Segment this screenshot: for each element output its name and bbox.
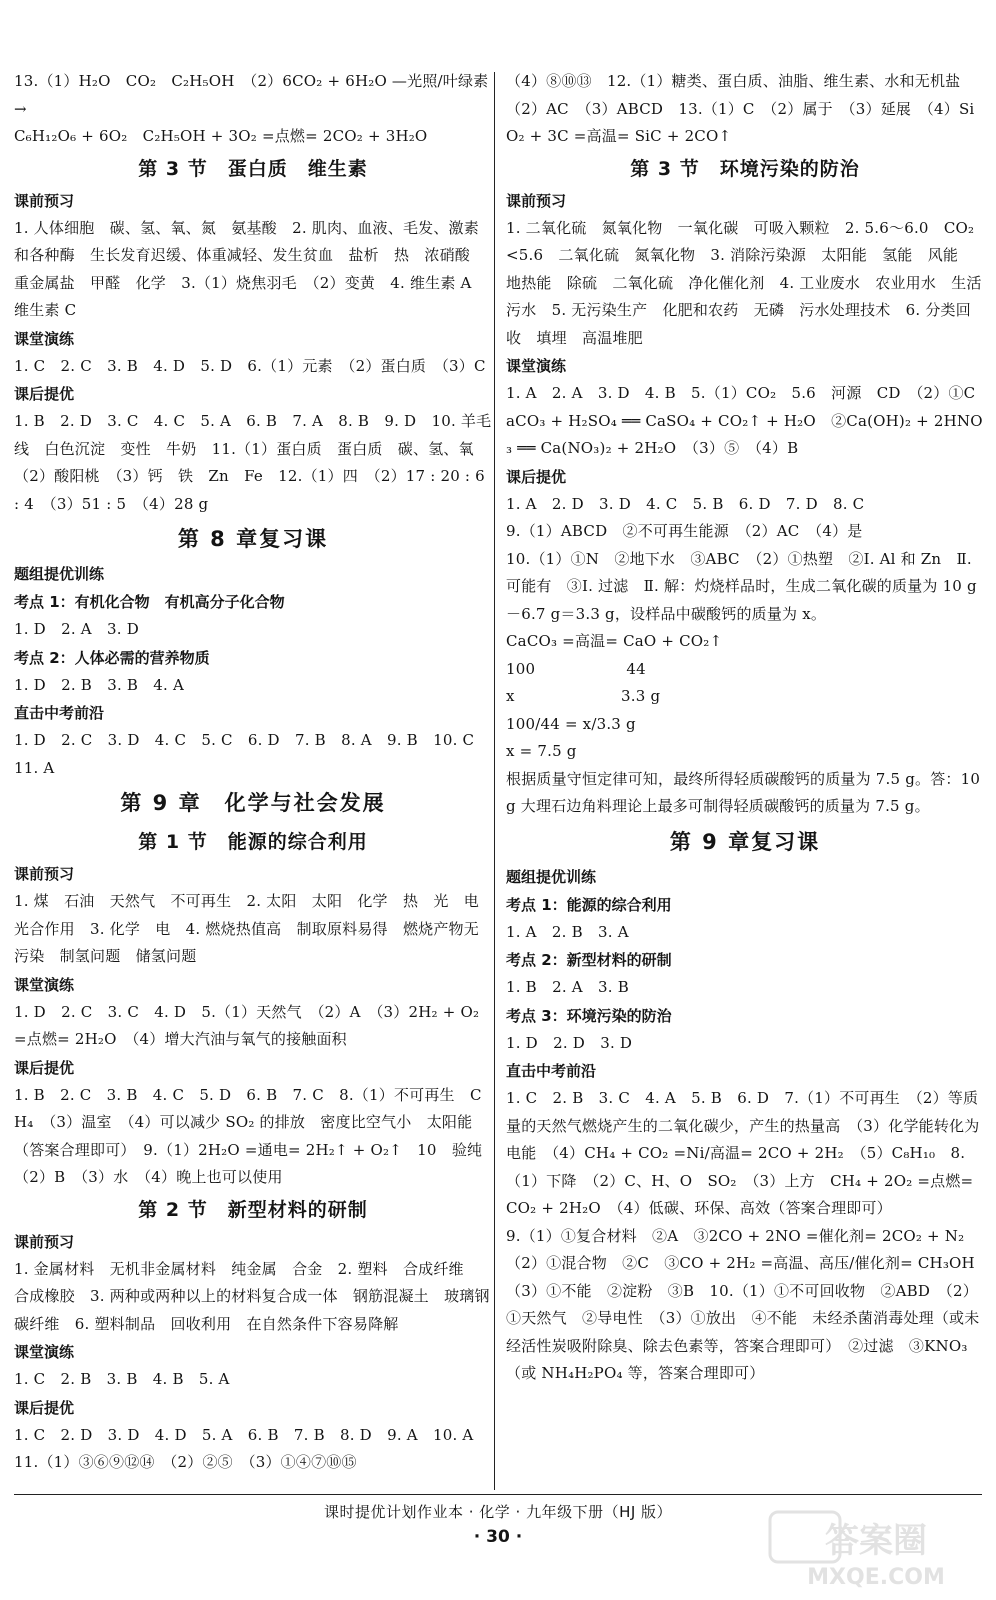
answer-line: x = 7.5 g xyxy=(506,742,577,760)
subsection-label: 考点 1：能源的综合利用 xyxy=(506,895,672,914)
subsection-label: 课堂演练 xyxy=(14,329,75,348)
watermark-url: MXQE.COM xyxy=(807,1565,945,1590)
chapter-title: 第 8 章复习课 xyxy=(177,527,329,551)
subsection-label: 课后提优 xyxy=(14,1058,75,1077)
answer-line: 根据质量守恒定律可知，最终所得轻质碳酸钙的质量为 7.5 g。答：10 g 大理石边角料理论上最多可制得轻质碳酸钙的质量为 7.5 g。 xyxy=(506,769,986,815)
left-column xyxy=(14,68,505,1477)
answer-line: 1. 煤 石油 天然气 不可再生 2. 太阳 太阳 化学 热 光 电 光合作用 3. 化学 电 4. 燃烧热值高 制取原料易得 燃烧产物无污染 制氢问题 储氢问题 xyxy=(14,892,495,965)
subsection-label: 课前预习 xyxy=(14,865,75,883)
subsection-label: 课堂演练 xyxy=(14,1343,75,1361)
watermark-logo xyxy=(768,1510,982,1590)
watermark-text: 答案圈 xyxy=(825,1521,927,1561)
answer-line: C₆H₁₂O₆ + 6O₂ C₂H₅OH + 3O₂ =点燃= 2CO₂ + 3H₂O xyxy=(14,127,428,145)
subsection-label: 课后提优 xyxy=(506,467,567,486)
answer-line: 1. 金属材料 无机非金属材料 纯金属 合金 2. 塑料 合成纤维 合成橡胶 3. 两种或两种以上的材料复合成一体 钢筋混凝土 玻璃钢 碳纤维 6. 塑料制品 回收利用 在自然条件下容易降解 xyxy=(14,1259,505,1333)
answer-line: 1. C 2. B 3. C 4. A 5. B 6. D 7.（1）不可再生 （2）等质量的天然气燃烧产生的二氧化碳少，产生的热量高 （3）化学能转化为电能 （4）CH₄ + CO₂ =Ni/高温= 2CO + 2H₂ （5）C₈H₁₀ 8.（1）下降 （2）C、H、O SO₂ （3）上方 CH₄ + 2O₂ =点燃= CO₂ + 2H₂O （4）低碳、环保、高效（答案合理即可） xyxy=(506,1089,980,1217)
answer-line: CaCO₃ =高温= CaO + CO₂↑ xyxy=(506,632,723,650)
subsection-label: 课堂演练 xyxy=(506,357,567,375)
subsection-label: 直击中考前沿 xyxy=(14,704,105,722)
column-divider xyxy=(494,72,495,1490)
section-title: 第 2 节 新型材料的研制 xyxy=(138,1198,368,1221)
footer-rule xyxy=(14,1494,982,1495)
section-title: 第 1 节 能源的综合利用 xyxy=(138,831,368,853)
answer-line: 10.（1）①N ②地下水 ③ABC （2）①热塑 ②Ⅰ. Al 和 Zn Ⅱ. 可能有 ③Ⅰ. 过滤 Ⅱ. 解：灼烧样品时，生成二氧化碳的质量为 10 g－6.7 g＝3.3 g，设样品中碳酸钙的质量为 x。 xyxy=(506,549,977,623)
section-title: 第 3 节 蛋白质 维生素 xyxy=(138,157,368,180)
answer-line: 100/44 = x/3.3 g xyxy=(506,714,636,733)
subsection-label: 课前预习 xyxy=(14,191,75,210)
answer-line: 1. B 2. C 3. B 4. C 5. D 6. B 7. C 8.（1）不可再生 CH₄ （3）温室 （4）可以减少 SO₂ 的排放 密度比空气小 太阳能（答案合理即可） 9.（1）2H₂O =通电= 2H₂↑ + O₂↑ 10 验纯 （2）B （3）水 （4）晚上也可以使用 xyxy=(14,1085,498,1186)
section-title: 第 3 节 环境污染的防治 xyxy=(630,157,860,180)
footer-book-title: 课时提优计划作业本 · 化学 · 九年级下册（HJ 版） xyxy=(323,1503,673,1521)
answer-line: 1. A 2. A 3. D 4. B 5.（1）CO₂ 5.6 河源 CD （2）①CaCO₃ + H₂SO₄ ══ CaSO₄ + CO₂↑ + H₂O ②Ca(OH)₂ + 2HNO₃ ══ Ca(NO₃)₂ + 2H₂O （3）⑤ （4）B xyxy=(506,384,983,457)
answer-line: 1. C 2. D 3. D 4. D 5. A 6. B 7. B 8. D 9. A 10. A 11.（1）③⑥⑨⑫⑭ （2）②⑤ （3）①④⑦⑩⑮ xyxy=(14,1425,489,1471)
subsection-label: 课前预习 xyxy=(14,1232,75,1251)
answer-line: 1. B 2. A 3. B xyxy=(506,978,629,996)
right-column xyxy=(506,68,991,1388)
subsection-label: 考点 2：新型材料的研制 xyxy=(506,951,672,969)
subsection-label: 课后提优 xyxy=(14,1398,75,1417)
answer-line: 9.（1）①复合材料 ②A ③2CO + 2NO =催化剂= 2CO₂ + N₂ （2）①混合物 ②C ③CO + 2H₂ =高温、高压/催化剂= CH₃OH （3）①不能 ②淀粉 ③B 10.（1）①不可回收物 ②ABD （2）①天然气 ②导电性 （3）①放出 ④不能 未经杀菌消毒处理（或未经活性炭吸附除臭、除去色素等，答案合理即可） ②过滤 ③KNO₃（或 NH₄H₂PO₄ 等，答案合理即可） xyxy=(506,1226,991,1382)
subsection-label: 课前预习 xyxy=(506,191,567,210)
answer-line: 1. C 2. C 3. B 4. D 5. D 6.（1）元素 （2）蛋白质 （3）C xyxy=(14,356,486,375)
chapter-title: 第 9 章 化学与社会发展 xyxy=(120,791,386,815)
subsection-label: 题组提优训练 xyxy=(14,565,105,583)
answer-line: 1. D 2. A 3. D xyxy=(14,620,139,638)
answer-line: x 3.3 g xyxy=(506,687,661,705)
page-number: · 30 · xyxy=(473,1527,523,1547)
subsection-label: 考点 3：环境污染的防治 xyxy=(506,1006,672,1025)
answer-line: 100 44 xyxy=(506,659,646,678)
answer-line: 1. D 2. C 3. C 4. D 5.（1）天然气 （2）A （3）2H₂ + O₂ =点燃= 2H₂O （4）增大汽油与氧气的接触面积 xyxy=(14,1002,485,1048)
answer-line: 1. A 2. B 3. A xyxy=(506,922,629,941)
answer-line: 1. D 2. D 3. D xyxy=(506,1033,633,1052)
subsection-label: 题组提优训练 xyxy=(506,867,597,886)
answer-line: 1. B 2. D 3. C 4. C 5. A 6. B 7. A 8. B 9. D 10. 羊毛线 白色沉淀 变性 牛奶 11.（1）蛋白质 蛋白质 碳、氢、氧 （2）酸阳桃 （3）钙 铁 Zn Fe 12.（1）四 （2）17 : 20 : 6 : 4 （3）51 : 5 （4）28 g xyxy=(14,412,492,513)
answer-line: 1. 二氧化硫 氮氧化物 一氧化碳 可吸入颗粒 2. 5.6～6.0 CO₂ <5.6 二氧化硫 氮氧化物 3. 消除污染源 太阳能 氢能 风能 地热能 除硫 二氧化硫 净化催化剂 4. 工业废水 农业用水 生活污水 5. 无污染生产 化肥和农药 无磷 污水处理技术 6. 分类回收 填埋 高温堆肥 xyxy=(506,218,990,347)
subsection-label: 考点 2：人体必需的营养物质 xyxy=(14,648,210,667)
answer-line: 1. C 2. B 3. B 4. B 5. A xyxy=(14,1370,230,1388)
answer-line: 1. 人体细胞 碳、氢、氧、氮 氨基酸 2. 肌肉、血液、毛发、激素和各种酶 生长发育迟缓、体重减轻、发生贫血 盐析 热 浓硝酸 重金属盐 甲醛 化学 3.（1）烧焦羽毛 （2）变黄 4. 维生素 A 维生素 C xyxy=(14,218,487,319)
chapter-title: 第 9 章复习课 xyxy=(669,829,821,854)
subsection-label: 直击中考前沿 xyxy=(506,1062,597,1080)
answer-line: 1. D 2. B 3. B 4. A xyxy=(14,675,185,694)
answer-line: 9.（1）ABCD ②不可再生能源 （2）AC （4）是 xyxy=(506,522,863,540)
subsection-label: 考点 1：有机化合物 有机高分子化合物 xyxy=(14,593,285,611)
subsection-label: 课后提优 xyxy=(14,385,75,403)
subsection-label: 课堂演练 xyxy=(14,975,75,994)
answer-line: （4）⑧⑩⑬ 12.（1）糖类、蛋白质、油脂、维生素、水和无机盐 （2）AC （3）ABCD 13.（1）C （2）属于 （3）延展 （4）SiO₂ + 3C =高温= SiC + 2CO↑ xyxy=(506,72,976,145)
answer-line: 13.（1）H₂O CO₂ C₂H₅OH （2）6CO₂ + 6H₂O —光照/叶绿素→ xyxy=(14,72,489,118)
answer-line: 1. A 2. D 3. D 4. C 5. B 6. D 7. D 8. C xyxy=(506,494,865,513)
answer-line: 1. D 2. C 3. D 4. C 5. C 6. D 7. B 8. A 9. B 10. C 11. A xyxy=(14,731,490,777)
